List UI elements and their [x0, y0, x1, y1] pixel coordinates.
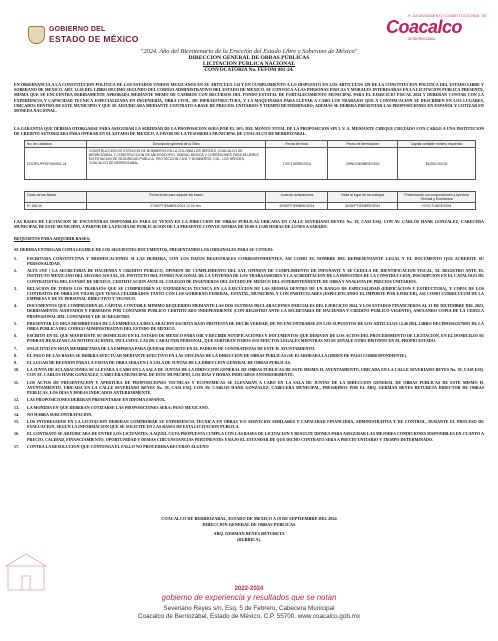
requirement-text: LA JUNTA DE ACLARACIONES SE LLEVARA A CABO EN LA SALA DE JUNTAS DE LA DIRECCION GENERAL DE OBRAS PUBLICAS DE ESTE MISMO H. AYUNTAMIENTO, UBICADA EN LA CALLE SEVERIANO REYES No. 39, CASI ESQ. CON AV. CARLOS HANK GONZALEZ, CABECERA MUNICIPAL DE ESTE MUNICIPIO, LOS DIAS Y HORAS INDICADOS ANTERIORMENTE. [27, 367, 484, 378]
page-header [0, 0, 498, 48]
footer-address-line1: Severiano Reyes s/n, Esq. 5 de Febrero, Cabecera Municipal [163, 605, 335, 612]
requirement-number: 6. [14, 333, 18, 339]
requirement-item [14, 321, 484, 331]
requirement-text: EL CONTRATO SE ADJUDICARA DE ENTRE LOS LICITANTES, A AQUEL CUYA PROPUESTA CUMPLA CON LAS BASES DE LICITACION Y RESULTE IDONEA PARA ASEGURAR LAS MEJORES CONDICIONES DISPONIBLES EN CUANTO A PRECIO, CALIDAD, FINANCIAMIENTO, OPORTUNIDAD Y DEMAS CIRCUNSTANCIAS PERTINENTES Y BAJO EL ESTANDAR DE QUE DICHO CONTRATO SERA A PRECIO UNITARIO Y TIEMPO DETERMINADO. [27, 431, 484, 442]
table-header-cell: No. de Licitación [25, 141, 87, 148]
title-block [0, 48, 498, 73]
bases-availability-paragraph: LAS BASES DE LICITACION SE ENCUENTRAN DISPONIBLES PARA SU VENTA EN LA DIRECCION DE OBRAS PUBLICAS UBICADA EN CALLE SEVERIANO REYES No. 39, CASI ESQ. CON AV. CARLOS HANK GONZALEZ, CABECERA MUNICIPAL DE ESTE MUNICIPIO, A PARTIR DE LA FECHA DE PUBLICACION DE LA PRESENTE CONVOCATORIA DE 10:00 A 13:00 HORAS DE LUNES A SABADO. [14, 219, 484, 230]
footer-address-line2: Coacalco de Berriozábal, Estado de México, C.P. 55700. www.coacalco.gob.mx [137, 613, 361, 620]
requirement-number: 3. [14, 285, 18, 291]
table-header-cell: Fecha límite para adquirir las bases [86, 192, 265, 203]
table-header-cell: Fecha de terminación [328, 141, 398, 148]
requirement-number: 13. [14, 404, 20, 410]
requirement-item [14, 397, 484, 402]
requirement-item [14, 360, 484, 365]
table-cell: 07/OCTUBRE/2024 [398, 203, 476, 210]
table-cell: DGOP/LP/FEFOM/001-24 [25, 148, 87, 180]
requirement-text: DOCUMENTOS QUE COMPRUEBEN EL CAPITAL CONTABLE MINIMO REQUERIDO MEDIANTE LAS DOS ULTIMAS DECLARACIONES PARCIALES DEL EJERCICIO 2024, Y LOS ESTADOS FINANCIEROS AL 31 DE DICIEMBRE DEL 2023, DEBIDAMENTE AUDITADOS Y FIRMADOS POR CONTADOR PUBLICO CERTIFICADO INDEPENDIENTE (CON REGISTRO ANTE LA SECRETARIA DE HACIENDA Y CREDITO PUBLICO VIGENTE), ANEXANDO COPIA DE LA CEDULA PROFESIONAL DEL CONTADOR Y DE SU REGISTRO. [27, 303, 484, 319]
requirement-number: 16. [14, 431, 20, 437]
coa-logo-sub: DE BERRIOZÁBAL [408, 37, 436, 41]
tender-table [24, 140, 476, 180]
requirement-number: 2. [14, 268, 18, 274]
requirement-number: 11. [14, 379, 19, 385]
requirement-item [14, 419, 484, 429]
requirement-item [14, 412, 484, 417]
table-header-cell: Visita al lugar de los trabajos [328, 192, 398, 203]
closing-block [0, 516, 498, 542]
footer-slogan: gobierno de experiencia y resultados que se notan [161, 593, 337, 602]
requirement-item [14, 333, 484, 343]
requirement-text: SOLICITUD EN HOJA MEMBRETADA DE LA EMPRESA PARA QUEDAR INSCRITO EN EL PADRON DE CONTRATISTAS DE ESTE H. AYUNTAMIENTO. [27, 345, 316, 351]
signer-name: ARQ. GERMAN REYES RETURETA [213, 531, 285, 537]
requirement-text: NO HABRA SUBCONTRATACION. [27, 411, 93, 417]
footer-years: 2022-2024 [234, 586, 264, 592]
year-motto: "2024. Año del Bicentenario de la Erección del Estado Libre y Soberano de México" [140, 48, 358, 55]
table-row [25, 148, 476, 180]
requirement-text: ESCRITURA CONSTITUTIVA Y MODIFICACIONES SI LAS HUBIERA, CON LOS DATOS REGISTRALES CORRESPONDIENTES, ASI COMO EL NOMBRE DEL REPRESENTANTE LEGAL Y EL DOCUMENTO QUE ACREDITE SU PERSONALIDAD. [27, 256, 484, 267]
requirements-intro: SE DEBERA ENTREGAR COPIA LEGIBLE DE LOS SIGUIENTES DOCUMENTOS, PRESENTANDO LOS ORIGINALES PARA SU COTEJO: [14, 247, 274, 252]
requirement-item [14, 367, 484, 377]
page-footer [0, 586, 498, 641]
gob-logo-line2: ESTADO DE MÉXICO [49, 34, 139, 44]
requirement-item [14, 268, 484, 283]
table-cell: $5,500,000.00 [398, 148, 476, 180]
call-number: CONVOCATORIA No. FEFOM 001-24. [204, 67, 294, 73]
requirement-number: 4. [14, 303, 18, 309]
bases-table-header [25, 192, 476, 203]
requirement-number: 14. [14, 411, 20, 417]
requirement-text: LOS ACTOS DE PRESENTACION Y APERTURA DE PROPOSICIONES TECNICAS Y ECONOMICAS SE LLEVARAN A CABO EN LA SALA DE JUNTAS DE LA DIRECCION GENERAL DE OBRAS PUBLICAS DE ESTE MISMO H. AYUNTAMIENTO, UBICADA EN LA CALLE SEVERIANO REYES No. 39, CASI ESQ. CON AV. CARLOS HANK GONZALEZ, CABECERA MUNICIPAL, PRESIDIDOS POR EL ARQ. GERMAN REYES RETURETA DIRECTOR DE OBRAS PUBLICAS, LOS DIAS Y HORAS INDICADOS ANTERIORMENTE. [27, 379, 484, 395]
requirement-item [14, 303, 484, 318]
coacalco-logo [386, 14, 487, 44]
coa-logo-word: Coacalco [386, 17, 463, 37]
place-date: COACALCO DE BERRIOZABAL, ESTADO DE MEXICO A 19 DE SEPTIEMBRE DEL 2024 [161, 516, 337, 521]
table-header-cell: Capital contable mínimo requerido [398, 141, 476, 148]
requirement-item [14, 256, 484, 266]
legal-basis-paragraph: EN OBSERVANCIA A LA CONSTITUCION POLITICA DE LOS ESTADOS UNIDOS MEXICANOS EN SU ARTICULO 134 Y EN CUMPLIMIENTO A LO DISPUESTO EN LOS ARTICULOS 129 DE LA CONSTITUCION POLITICA DEL ESTADO LIBRE Y SOBERANO DE MEXICO, ART. 12.20 DEL LIBRO DECIMO SEGUNDO DEL CODIGO ADMINISTRATIVO DEL ESTADO DE MEXICO, SE CONVOCA A LAS PERSONAS FISICAS Y MORALES INTERESADAS EN LA LICITACION PUBLICA PRESENTE, MISMA QUE SE ENCUENTRA DEBIDAMENTE APROBADA MEDIANTE MEMO DE CAMBIOS CON RECURSOS DEL FONDO ESTATAL DE FORTALECIMIENTO MUNICIPAL PARA EL EJERCICIO FISCAL 2024 Y DEBERAN CONTAR CON LA EXPERIENCIA Y CAPACIDAD TECNICA ESPECIALIZADA EN INGENIERIA, OBRA CIVIL, DE INFRAESTRUCTURA, Y LA MAQUINARIA PARA LLEVAR A CABO LOS TRABAJOS QUE A CONTINUACION SE DESCRIBEN EN LOS LUGARES, UBICADOS DENTRO DE ESTE MUNICIPIO Y QUE SE ADJUDICARA MEDIANTE CONTRATO A BASE DE PRECIOS UNITARIOS Y TIEMPO DETERMINADO; ADEMAS SE DEBERA PRESENTAR LAS PROPOSICIONES EN ESPAÑOL Y COTIZAR EN MONEDA NACIONAL. [14, 82, 484, 114]
requirement-number: 12. [14, 397, 20, 403]
requirements-list [14, 256, 484, 451]
requirement-number: 15. [14, 419, 20, 425]
requirement-text: RELACION DE TODOS LOS TRABAJOS QUE SE COMPRUEBEN SU EXPERIENCIA TECNICA EN LA EJECUCION DE LAS MISMAS DENTRO DE UN RANGO DE ESPECIALIDAD (EDIFICACION Y ESTRUCTURA), Y COPIA DE LOS CONTRATOS DE OBRA EN VIGOR QUE TENGA CELEBRADOS TANTO CON LOS GOBIERNO FEDERAL, ESTATAL, MUNICIPAL Y CON PARTICULARES (ESPECIFICANDO EL IMPORTE POR EJERCER), ASI COMO CURRICULUM DE LA EMPRESA Y DE SU PERSONAL DIRECTIVO Y TECNICO. [27, 285, 484, 302]
table-header-cell: Fecha de Inicio [266, 141, 328, 148]
table-cell: 1/OCTUBRE/2024 [266, 148, 328, 180]
state-seal-icon [28, 26, 45, 44]
table-cell: $7,650.00 [25, 203, 87, 210]
requirement-text: CONTRA LA RESOLUCION QUE CONTENGA EL FALLO NO PROCEDERA RECURSO ALGUNO [27, 443, 209, 449]
requirement-text: LAS PROPOSICIONES DEBERAN PRESENTARSE EN IDIOMA ESPAÑOL. [27, 397, 167, 403]
coa-logo-top: H. AYUNTAMIENTO CONSTITUCIONAL DE [408, 14, 487, 18]
bases-table [24, 191, 476, 210]
requirement-text: PRESENTAR LO DIGA MEMBRETADA DE LA EMPRESA LA DECLARACION ESCRITA BAJO PROTESTA DE DECIR VERDAD, DE NO ENCONTRARSE EN LOS SUPUESTOS DE LOS ARTICULOS 12.46 DEL LIBRO DECIMOSEGUNDO DE LA OBRA PUBLICA DEL CODIGO ADMINISTRATIVO DEL ESTADO DE MEXICO. [27, 320, 484, 331]
table-cell: 29/NOVIEMBRE/2024 [328, 148, 398, 180]
tender-table-header [25, 141, 476, 148]
requirement-number: 17. [14, 443, 20, 449]
table-header-cell: Costo de las Bases [25, 192, 87, 203]
requirement-item [14, 444, 484, 449]
requirement-item [14, 380, 484, 395]
requirement-text: EL LUGAR DE REUNION PARA LA VISITA DE OBRA SERA EN LA SALA DE JUNTAS DE LA DIRECCION GENERAL DE OBRAS PUBLICAS. [27, 360, 292, 366]
table-cell: 30/SEPTIEMBRE/2024 [328, 203, 398, 210]
requirement-text: EL PAGO DE LAS BASES SE DEBERA EFECTUAR MEDIANTE EFECTIVO EN LAS OFICINAS DE LA DIRECCION DE OBRAS PUBLICAS (SE ELABORARA LA ORDEN DE PAGO CORRESPONDIENTE). [27, 352, 407, 358]
requirement-number: 9. [14, 360, 18, 366]
requirement-text: LOS INTERESADOS EN LA LICITACION DEBERAN COMPROBAR SU EXPERIENCIA TECNICA EN OBRAS Y/O SERVICIOS SIMILARES Y CAPACIDAD FINANCIERA, ADMINISTRATIVA Y DE CONTROL, DURANTE EL PROCESO DE EVALUACION, SEGUN LA INFORMACION QUE SE SOLICITE EN LAS BASES DE ESTA LICITACION PUBLICA. [27, 419, 484, 430]
requirement-number: 1. [14, 256, 18, 261]
requirement-item [14, 431, 484, 441]
requirement-number: 5. [14, 320, 18, 326]
requirement-item [14, 353, 484, 358]
tender-type: LICITACION PUBLICA NACIONAL [202, 61, 296, 67]
requirement-text: LA MONEDA EN QUE DEBERAN COTIZARSE LAS PROPOSICIONES SERA: PESO MEXICANO. [27, 404, 209, 410]
signature-note: (RUBRICA). [237, 536, 261, 542]
requirement-text: ESCRITO EN EL QUE MANIFIESTE SU DOMICILIO EN EL ESTADO DE MEXICO PARA OIR Y RECIBIR NOTIFICACIONES Y DOCUMENTOS QUE DERIVEN DE LOS ACTOS DEL PROCEDIMIENTO DE LICITACION, EN EL DOMICILIO SE PODRAN REALIZAR LAS NOTIFICACIONES, INCLUSIVE, LAS DE CARACTER PERSONAL, QUE SURTIRAN TODOS SUS EFECTOS LEGALES MIENTRAS NO SE SEÑALE OTRO DISTINTO EN EL PROPIO ESTADO. [27, 333, 484, 344]
requirement-item [14, 405, 484, 410]
requirement-number: 8. [14, 352, 18, 358]
guarantee-paragraph: LA GARANTIA QUE DEBERA OTORGARSE PARA ASEGURAR LA SERIEDAD DE LA PROPOSICION SERA POR EL 10% DEL MONTO TOTAL DE LA PROPOSICION SIN I. V. A. MEDIANTE CHEQUE CRUZADO CON CARGO A UNA INSTITUCION DE CREDITO AUTORIZADA PARA OPERAR EN EL ESTADO DE MEXICO, A FAVOR DE LA TESORERIA MUNICIPAL DE COACALCO DE BERRIOZABAL. [14, 126, 484, 137]
table-header-cell: Junta de Aclaraciones [266, 192, 328, 203]
gobierno-estado-mexico-logo [28, 26, 148, 46]
requirements-title: REQUISITOS PARA ADQUIRIR BASES: [14, 236, 91, 241]
table-header-cell: Presentación con proposiciones y Apertura Técnica y Económica [398, 192, 476, 203]
requirement-number: 10. [14, 367, 20, 373]
closing-department: DIRECCION GENERAL DE OBRAS PUBLICAS [202, 521, 296, 527]
table-row [25, 203, 476, 210]
gob-logo-line1: GOBIERNO DEL [49, 26, 106, 33]
requirement-text: ALTA SYE ( LA SECRETARIA DE HACIENDA Y CREDITO PUBLICO, OPINION DE CUMPLIMIENTO DEL SAT, OPINION DE CUMPLIMIENTO DE INFONAVIT Y SE CEDULA DE IDENTIFICACION FISCAL, EL REGISTRO ANTE EL INSTITUTO MEXICANO DEL SEGURO SOCIAL, EL INSTITUTO DEL FONDO NACIONAL DE LA VIVIENDA DE LOS TRABAJADORES Y LA ACREDITACION DE LA INDUSTRIA DE LA CONSTRUCCION, INSCRIPCION EN EL CATALOGO DE CONTRATISTAS DEL ESTADO DE MEXICO, CERTIFICACION ANTE EL COLEGIO DE INGENIEROS DEL ESTADO DE MEXICO DEL SUPERINTENDENTE DE OBRA Y ANALISTA DE PRECIOS UNITARIOS. [27, 268, 484, 284]
table-header-cell: Descripción general de la Obra [86, 141, 265, 148]
table-cell: 30/SEPTIEMBRE/2024 [266, 203, 328, 210]
requirement-number: 7. [14, 345, 18, 351]
table-cell: 27/SEPTIEMBRE/2024 12:00 Hrs. [86, 203, 265, 210]
requirement-item [14, 286, 484, 301]
requirement-item [14, 346, 484, 351]
table-cell: CONSTRUCCION DE ESTACION DE BOMBEROS EN LA COLONIA LOS HEROES, COACALCO DE BERRIOZABAL Y CONSTRUCCION DE ANGIOSCOPIO, UNIDAD MEDICA Y CORREDORES PARA MUJERES EN ESTACION DE SEGURIDAD PUBLICA, PROTECCION CIVIL Y BOMBEROS, COL. LOS HEROES, COACALCO DE BERRIOZABAL. [86, 148, 265, 180]
department-title: DIRECCION GENERAL DE OBRAS PÚBLICAS [188, 55, 310, 61]
